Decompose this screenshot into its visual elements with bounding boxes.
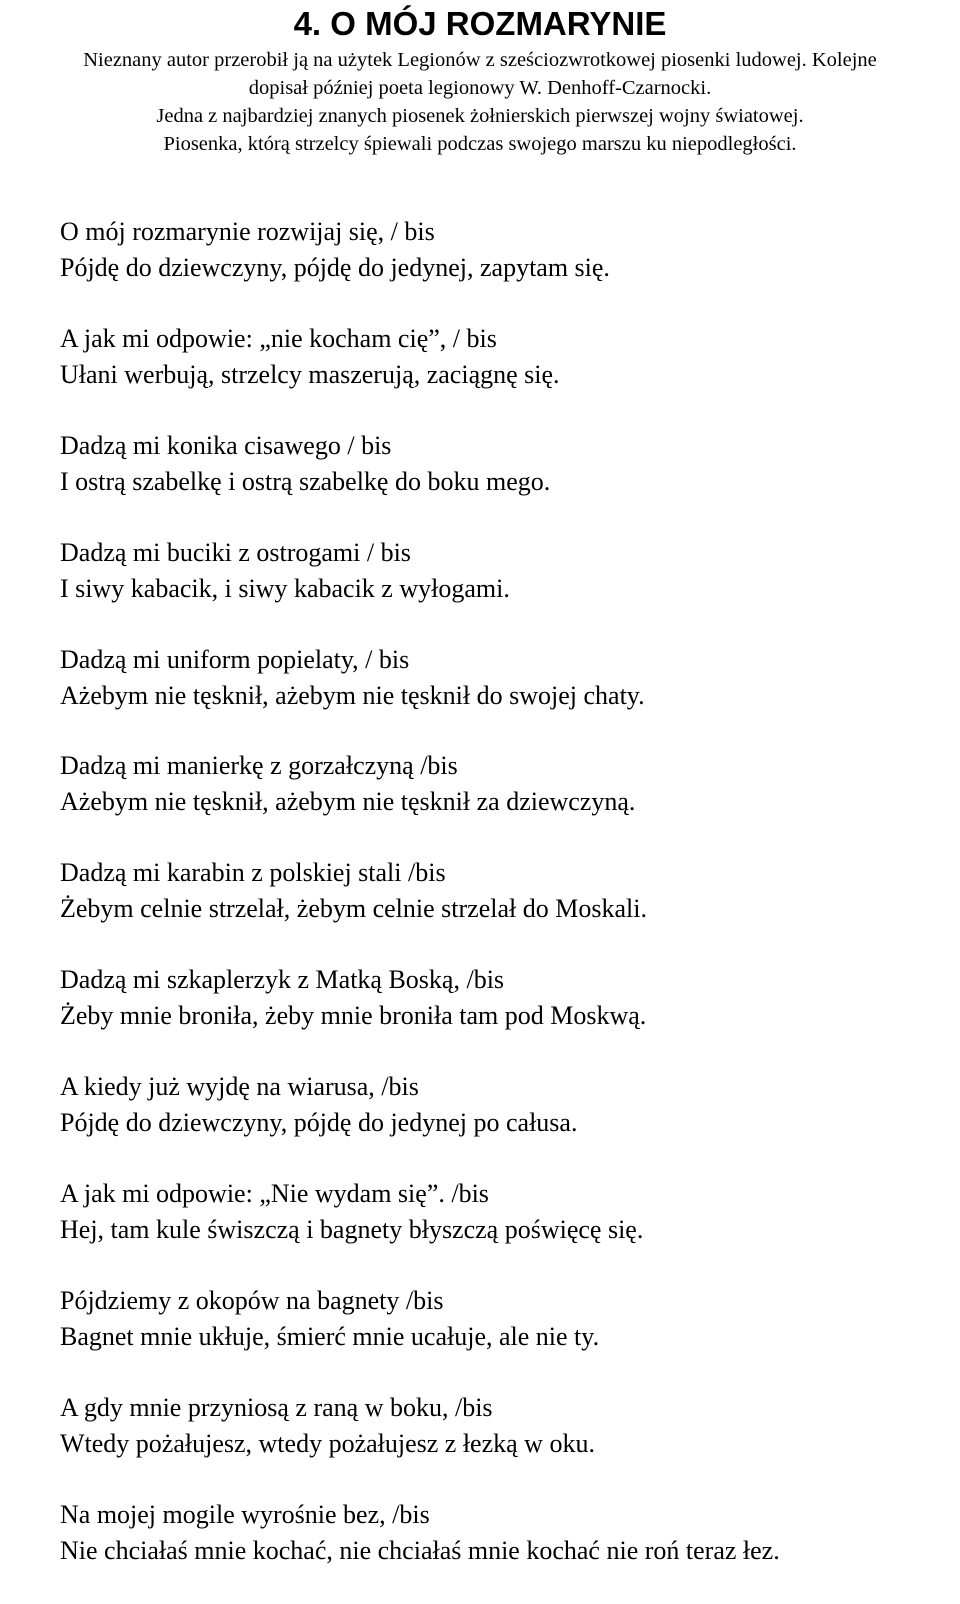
- stanza-5: [60, 642, 950, 749]
- verse-line: Hej, tam kule świszczą i bagnety błyszczą poświęcę się.: [60, 1215, 644, 1245]
- stanza-2: [60, 321, 950, 428]
- verse-line: Ażebym nie tęsknił, ażebym nie tęsknił do swojej chaty.: [60, 680, 645, 710]
- verse-line: Żebym celnie strzelał, żebym celnie strzelał do Moskali.: [60, 894, 647, 924]
- intro-line: Piosenka, którą strzelcy śpiewali podczas swojego marszu ku niepodległości.: [163, 133, 797, 155]
- verse-line: Dadzą mi szkaplerzyk z Matką Boską, /bis: [60, 965, 505, 995]
- verse-line: Ażebym nie tęsknił, ażebym nie tęsknił za dziewczyną.: [60, 787, 636, 817]
- verse-line: Wtedy pożałujesz, wtedy pożałujesz z łezką w oku.: [60, 1428, 595, 1458]
- stanza-4: [60, 535, 950, 642]
- stanza-6: [60, 748, 950, 855]
- verse-line: Dadzą mi buciki z ostrogami / bis: [60, 537, 411, 567]
- song-lyrics: [60, 214, 950, 1604]
- verse-line: Ułani werbują, strzelcy maszerują, zaciągnę się.: [60, 359, 560, 389]
- verse-line: Nie chciałaś mnie kochać, nie chciałaś mnie kochać nie roń teraz łez.: [60, 1535, 780, 1565]
- verse-line: Dadzą mi karabin z polskiej stali /bis: [60, 858, 446, 888]
- verse-line: A gdy mnie przyniosą z raną w boku, /bis: [60, 1392, 493, 1422]
- stanza-8: [60, 962, 950, 1069]
- verse-line: O mój rozmarynie rozwijaj się, / bis: [60, 217, 435, 246]
- verse-line: Dadzą mi uniform popielaty, / bis: [60, 644, 410, 674]
- stanza-3: [60, 428, 950, 535]
- intro-line: dopisał później poeta legionowy W. Denhoff-Czarnocki.: [248, 77, 712, 99]
- verse-line: Dadzą mi konika cisawego / bis: [60, 430, 392, 460]
- stanza-11: [60, 1283, 950, 1390]
- verse-line: Bagnet mnie ukłuje, śmierć mnie ucałuje, ale nie ty.: [60, 1321, 600, 1351]
- verse-line: Na mojej mogile wyrośnie bez, /bis: [60, 1499, 430, 1529]
- verse-line: Pójdę do dziewczyny, pójdę do jedynej po całusa.: [60, 1108, 578, 1138]
- stanza-12: [60, 1390, 950, 1497]
- intro-line: Nieznany autor przerobił ją na użytek Legionów z sześciozwrotkowej piosenki ludowej. Kolejne: [83, 49, 877, 71]
- verse-line: I siwy kabacik, i siwy kabacik z wyłogami.: [60, 573, 510, 603]
- song-intro: [0, 46, 960, 158]
- stanza-9: [60, 1069, 950, 1176]
- verse-line: I ostrą szabelkę i ostrą szabelkę do boku mego.: [60, 466, 551, 496]
- stanza-13: [60, 1497, 950, 1604]
- verse-line: Żeby mnie broniła, żeby mnie broniła tam pod Moskwą.: [60, 1001, 647, 1031]
- verse-line: Dadzą mi manierkę z gorzałczyną /bis: [60, 751, 458, 781]
- verse-line: Pójdziemy z okopów na bagnety /bis: [60, 1285, 444, 1315]
- verse-line: A jak mi odpowie: „Nie wydam się”. /bis: [60, 1179, 489, 1209]
- song-title: 4. O MÓJ ROZMARYNIE: [293, 5, 667, 42]
- verse-line: A kiedy już wyjdę na wiarusa, /bis: [60, 1072, 419, 1102]
- stanza-7: [60, 855, 950, 962]
- stanza-10: [60, 1176, 950, 1283]
- stanza-1: [60, 214, 950, 321]
- intro-line: Jedna z najbardziej znanych piosenek żołnierskich pierwszej wojny światowej.: [156, 105, 804, 127]
- verse-line: A jak mi odpowie: „nie kocham cię”, / bis: [60, 323, 497, 353]
- verse-line: Pójdę do dziewczyny, pójdę do jedynej, zapytam się.: [60, 253, 610, 282]
